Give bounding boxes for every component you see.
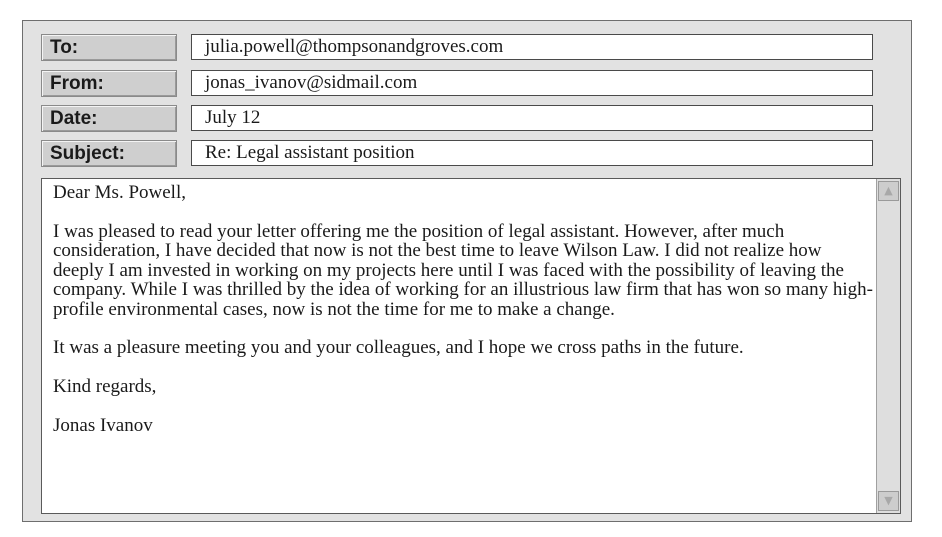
message-paragraph: I was pleased to read your letter offering me the position of legal assistant. However, after much consideration, I have decided that now is not the best time to leave Wilson Law. I did not realize how deeply I am invested in working on my projects here until I was faced with the possibility of leaving the company. While I was thrilled by the idea of working for an illustrious law firm that has won so many high-profile environmental cases, now is not the time for me to make a change. (53, 220, 873, 320)
to-row (41, 34, 893, 61)
date-label: Date: (41, 105, 177, 132)
from-row (41, 70, 893, 97)
to-label: To: (41, 34, 177, 61)
message-signature: Jonas Ivanov (53, 415, 153, 436)
message-greeting: Dear Ms. Powell, (53, 182, 186, 203)
subject-field[interactable]: Re: Legal assistant position (191, 140, 873, 166)
to-field[interactable]: julia.powell@thompsonandgroves.com (191, 34, 873, 60)
scroll-up-icon[interactable]: ▲ (878, 181, 899, 201)
from-label: From: (41, 70, 177, 97)
message-closing: Kind regards, (53, 375, 157, 397)
message-paragraph: It was a pleasure meeting you and your colleagues, and I hope we cross paths in the future. (53, 337, 744, 358)
subject-label: Subject: (41, 140, 177, 167)
from-field[interactable]: jonas_ivanov@sidmail.com (191, 70, 873, 96)
email-window (22, 20, 912, 522)
subject-row (41, 140, 893, 167)
vertical-scrollbar[interactable] (876, 179, 900, 513)
date-field[interactable]: July 12 (191, 105, 873, 131)
message-body[interactable] (41, 178, 901, 514)
message-text (53, 183, 873, 455)
scroll-down-icon[interactable]: ▼ (878, 491, 899, 511)
date-row (41, 105, 893, 132)
